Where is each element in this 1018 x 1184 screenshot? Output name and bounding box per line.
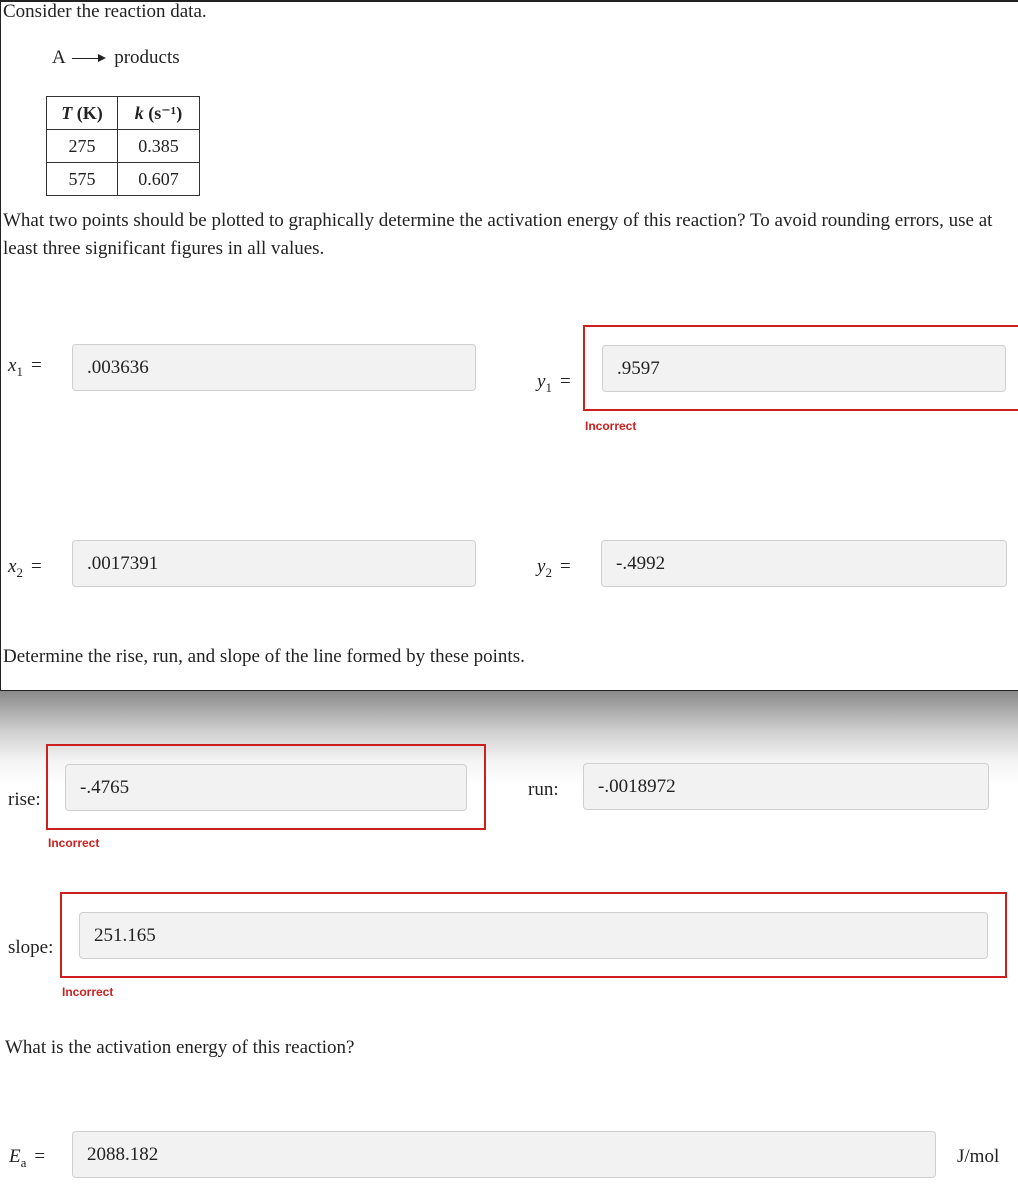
table-header-row xyxy=(47,97,200,130)
reactant: A xyxy=(52,47,65,68)
reaction-data-table xyxy=(46,96,200,196)
activation-energy-label: $E_a$ = xyxy=(9,1146,46,1170)
slope-label: slope: xyxy=(8,937,54,958)
run-input[interactable] xyxy=(583,763,989,810)
intro-text: Consider the reaction data. xyxy=(3,1,207,22)
run-label: run: xyxy=(528,779,559,800)
x1-input[interactable] xyxy=(72,344,476,391)
question-points: What two points should be plotted to graphically determine the activation energy of this reaction? To avoid rounding errors, use at least three significant figures in all values. xyxy=(3,210,993,259)
header-temperature: T (K) xyxy=(47,97,118,130)
x2-label: $x_2$ = xyxy=(8,556,42,580)
rise-incorrect-feedback: Incorrect xyxy=(48,836,100,850)
product: products xyxy=(114,47,180,68)
y2-input[interactable] xyxy=(601,540,1007,587)
header-rate-constant: k (s⁻¹) xyxy=(118,97,200,130)
rise-input[interactable] xyxy=(65,764,467,811)
y2-label: $y_2$ = xyxy=(537,556,571,580)
cell-rate-constant: 0.385 xyxy=(118,130,200,163)
table-row xyxy=(47,163,200,196)
reaction-equation xyxy=(52,47,180,69)
cell-temperature: 275 xyxy=(47,130,118,163)
y1-incorrect-feedback: Incorrect xyxy=(585,419,637,433)
question-rise-run-slope: Determine the rise, run, and slope of the line formed by these points. xyxy=(3,646,525,667)
question-activation-energy: What is the activation energy of this reaction? xyxy=(5,1037,355,1058)
table-row xyxy=(47,130,200,163)
activation-energy-unit: J/mol xyxy=(957,1146,1000,1167)
x2-input[interactable] xyxy=(72,540,476,587)
cell-rate-constant: 0.607 xyxy=(118,163,200,196)
y1-label: $y_1$ = xyxy=(537,371,571,395)
rise-label: rise: xyxy=(8,789,41,810)
slope-input[interactable] xyxy=(79,912,988,959)
y1-input[interactable] xyxy=(602,345,1006,392)
x1-label: $x_1$ = xyxy=(8,355,42,379)
activation-energy-input[interactable] xyxy=(72,1131,936,1178)
slope-incorrect-feedback: Incorrect xyxy=(62,985,114,999)
cell-temperature: 575 xyxy=(47,163,118,196)
